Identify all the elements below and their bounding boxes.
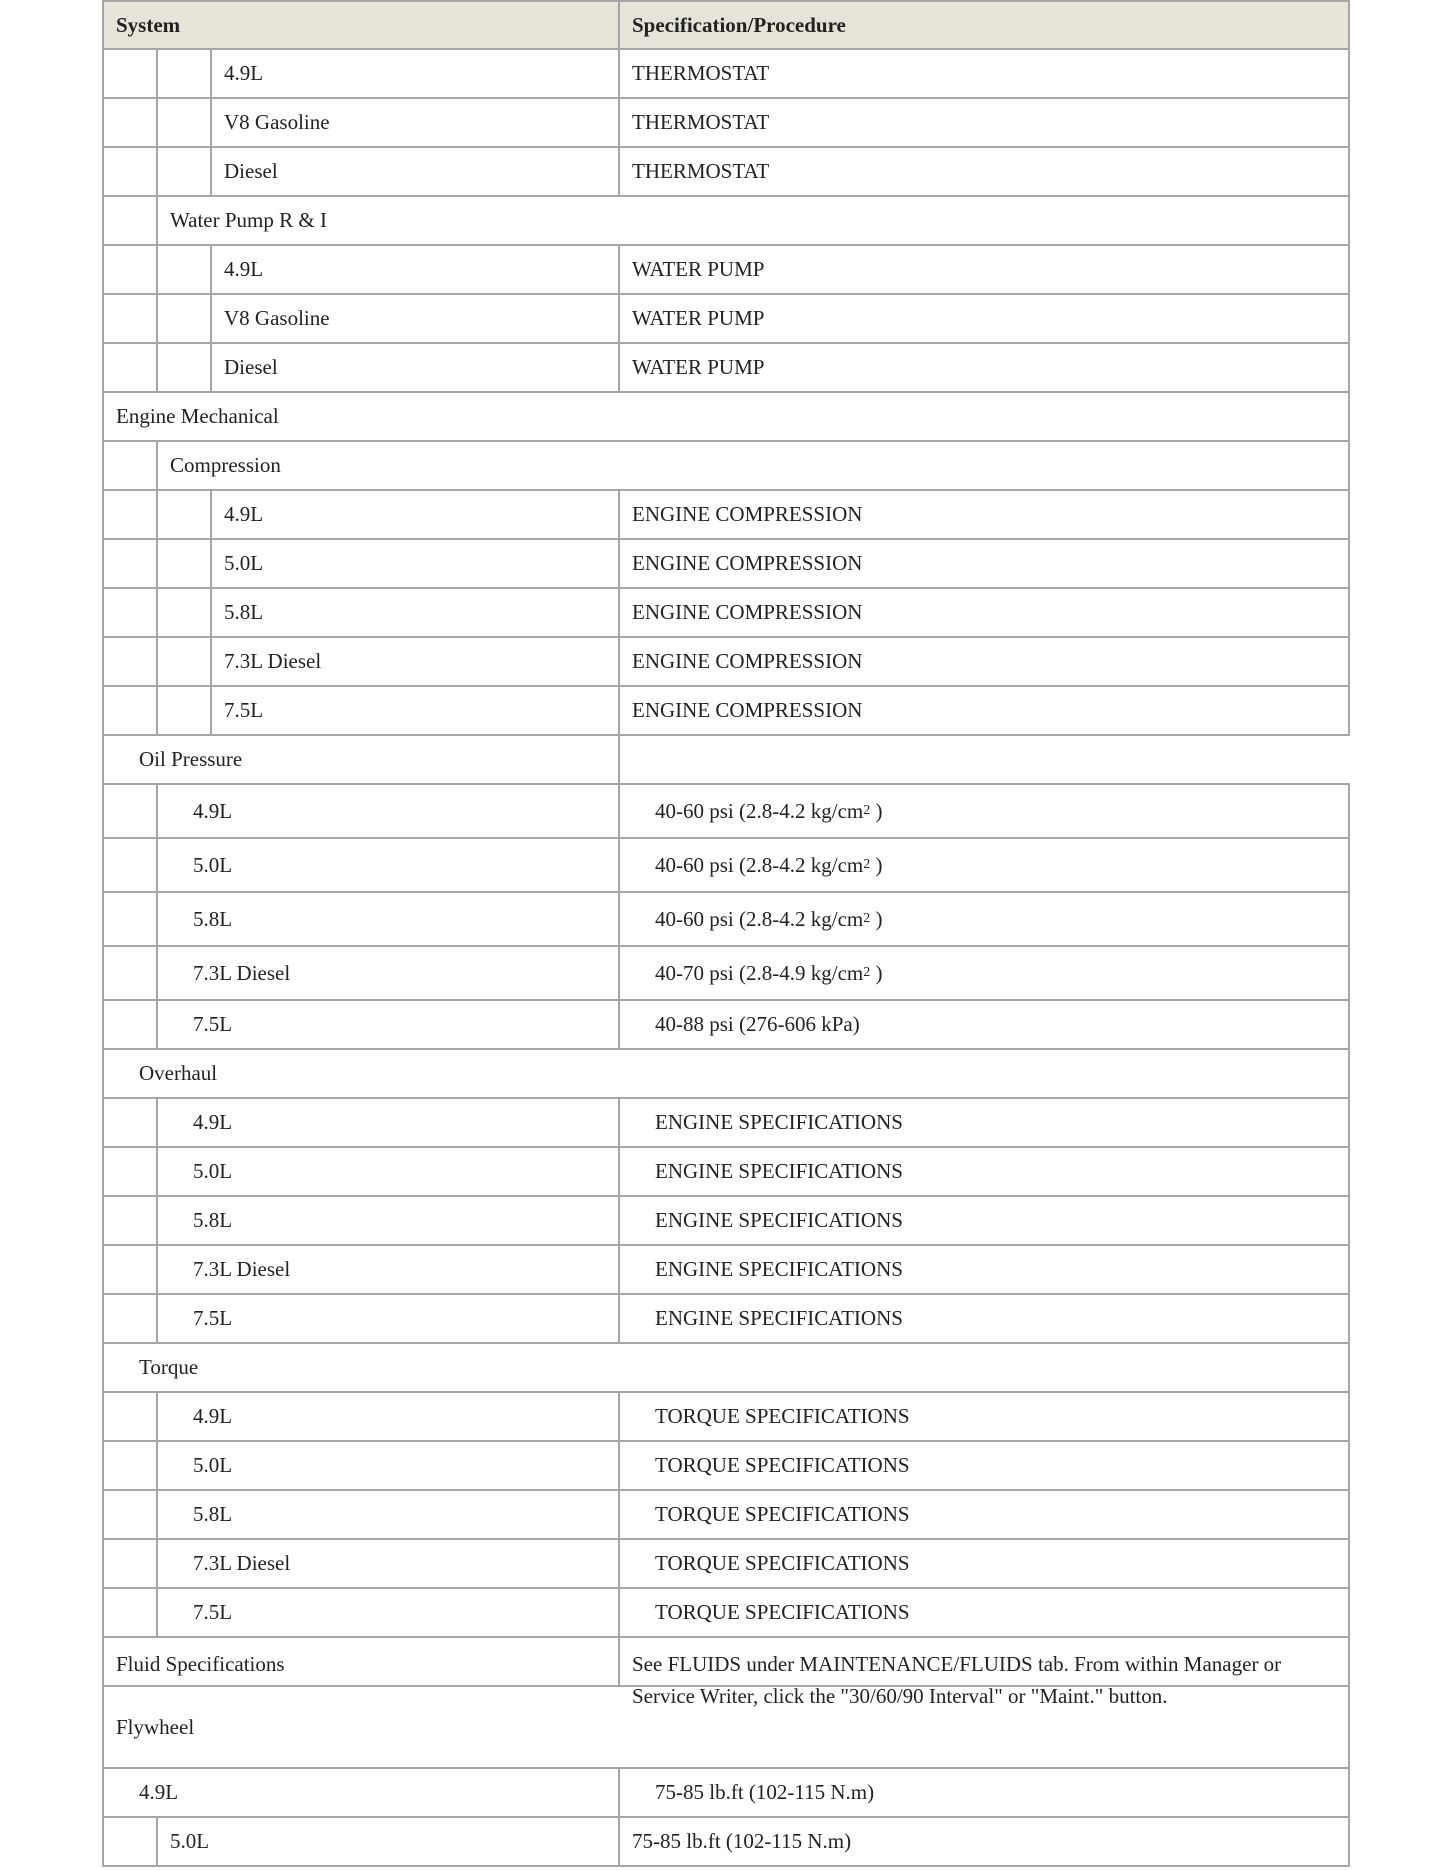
spec-cell <box>655 1393 910 1440</box>
indent-divider <box>156 1540 158 1587</box>
table-row <box>102 1393 1350 1442</box>
spec-text: 40-88 psi (276-606 kPa) <box>655 1012 860 1036</box>
table-row <box>102 736 1350 785</box>
spec-text: TORQUE SPECIFICATIONS <box>655 1404 910 1428</box>
system-cell: 7.3L Diesel <box>193 960 291 985</box>
indent-divider <box>156 197 158 244</box>
table-row <box>102 197 1350 246</box>
system-cell: 5.0L <box>193 1453 233 1477</box>
spec-cell: 40-60 psi (2.8-4.2 kg/cm 2 ) <box>655 852 883 877</box>
column-divider <box>618 2 620 48</box>
table-row <box>102 491 1350 540</box>
indent-divider <box>618 50 620 97</box>
system-cell: 4.9L <box>224 61 264 85</box>
table-row <box>102 1687 1350 1769</box>
indent-divider <box>156 589 158 636</box>
indent-divider <box>156 1818 158 1865</box>
spec-text: TORQUE SPECIFICATIONS <box>655 1502 910 1526</box>
indent-divider <box>156 1442 158 1489</box>
indent-divider <box>618 1001 620 1048</box>
indent-divider <box>618 148 620 195</box>
system-cell: 7.3L Diesel <box>193 1551 291 1575</box>
indent-divider <box>156 50 158 97</box>
indent-divider <box>210 344 212 391</box>
indent-divider <box>618 1099 620 1146</box>
indent-divider <box>618 491 620 538</box>
indent-divider <box>156 344 158 391</box>
indent-divider <box>156 246 158 293</box>
spec-text: ENGINE SPECIFICATIONS <box>655 1159 903 1183</box>
indent-divider <box>210 50 212 97</box>
spec-cell <box>655 1540 910 1587</box>
spec-cell <box>655 1001 860 1048</box>
indent-divider <box>156 1001 158 1048</box>
indent-divider <box>618 1393 620 1440</box>
system-cell: Oil Pressure <box>139 747 243 771</box>
spec-text: ENGINE SPECIFICATIONS <box>655 1257 903 1281</box>
system-cell: 4.9L <box>193 1404 233 1428</box>
indent-divider <box>618 638 620 685</box>
spec-text: 75-85 lb.ft (102-115 N.m) <box>632 1829 852 1853</box>
spec-cell: 40-60 psi (2.8-4.2 kg/cm 2 ) <box>655 906 883 931</box>
indent-divider <box>210 246 212 293</box>
spec-cell <box>632 687 862 734</box>
indent-divider <box>618 344 620 391</box>
spec-cell <box>632 540 862 587</box>
indent-divider <box>618 1148 620 1195</box>
spec-cell <box>655 1099 903 1146</box>
spec-tail: ) <box>870 906 883 931</box>
table-row <box>102 1148 1350 1197</box>
table-row <box>102 589 1350 638</box>
table-row <box>102 1769 1350 1818</box>
spec-cell: 40-70 psi (2.8-4.9 kg/cm 2 ) <box>655 960 883 985</box>
spec-text: 40-70 psi (2.8-4.9 kg/cm <box>655 960 864 985</box>
table-row <box>102 687 1350 736</box>
header-system: System <box>116 12 181 37</box>
system-cell: 4.9L <box>193 798 233 823</box>
header-spec: Specification/Procedure <box>632 12 846 37</box>
indent-divider <box>156 99 158 146</box>
table-row <box>102 1491 1350 1540</box>
spec-cell <box>632 148 769 195</box>
spec-text: WATER PUMP <box>632 306 765 330</box>
indent-divider <box>210 491 212 538</box>
spec-cell <box>655 1589 910 1636</box>
indent-divider <box>618 839 620 891</box>
system-cell: 4.9L <box>224 502 264 526</box>
indent-divider <box>618 1769 620 1816</box>
system-cell: 7.3L Diesel <box>224 649 322 673</box>
spec-text: TORQUE SPECIFICATIONS <box>655 1551 910 1575</box>
indent-divider <box>156 839 158 891</box>
spec-cell: 40-60 psi (2.8-4.2 kg/cm 2 ) <box>655 798 883 823</box>
spec-cell <box>655 1246 903 1293</box>
spec-text: See FLUIDS under MAINTENANCE/FLUIDS tab. From within Manager or Service Writer, click the "30/60/90 Interval" or "Maint." button. <box>632 1652 1282 1708</box>
indent-divider <box>618 785 620 837</box>
table-row <box>102 1589 1350 1638</box>
table-header-row <box>102 0 1350 50</box>
spec-cell <box>632 491 862 538</box>
indent-divider <box>618 1442 620 1489</box>
spec-text: TORQUE SPECIFICATIONS <box>655 1600 910 1624</box>
indent-divider <box>618 1540 620 1587</box>
indent-divider <box>156 947 158 999</box>
table-row <box>102 1442 1350 1491</box>
table-row <box>102 246 1350 295</box>
indent-divider <box>156 687 158 734</box>
spec-cell <box>632 1638 1322 1708</box>
indent-divider <box>156 1491 158 1538</box>
spec-cell <box>632 99 769 146</box>
system-cell: 4.9L <box>193 1110 233 1134</box>
spec-text: 40-60 psi (2.8-4.2 kg/cm <box>655 798 864 823</box>
indent-divider <box>156 893 158 945</box>
spec-cell <box>632 344 764 391</box>
table-row <box>102 839 1350 893</box>
indent-divider <box>618 947 620 999</box>
table-row <box>102 1001 1350 1050</box>
table-row <box>102 442 1350 491</box>
indent-divider <box>618 1491 620 1538</box>
spec-text: 40-60 psi (2.8-4.2 kg/cm <box>655 852 864 877</box>
spec-text: THERMOSTAT <box>632 110 770 134</box>
system-cell: 5.8L <box>193 1502 233 1526</box>
indent-divider <box>156 491 158 538</box>
spec-text: 75-85 lb.ft (102-115 N.m) <box>655 1780 875 1804</box>
table-row <box>102 1050 1350 1099</box>
table-row <box>102 1818 1350 1867</box>
table-row <box>102 540 1350 589</box>
spec-text: WATER PUMP <box>632 355 765 379</box>
table-row <box>102 638 1350 687</box>
spec-text: ENGINE SPECIFICATIONS <box>655 1306 903 1330</box>
system-cell: V8 Gasoline <box>224 110 330 134</box>
system-cell: 5.0L <box>193 852 233 877</box>
indent-divider <box>156 540 158 587</box>
table-row <box>102 785 1350 839</box>
table-row <box>102 1638 1350 1708</box>
system-cell: Water Pump R & I <box>170 208 327 232</box>
spec-text: THERMOSTAT <box>632 61 770 85</box>
table-row <box>102 295 1350 344</box>
system-cell: 5.8L <box>193 906 233 931</box>
spec-text: TORQUE SPECIFICATIONS <box>655 1453 910 1477</box>
table-row <box>102 1540 1350 1589</box>
system-cell: 5.8L <box>193 1208 233 1232</box>
indent-divider <box>210 589 212 636</box>
indent-divider <box>210 638 212 685</box>
spec-text: ENGINE COMPRESSION <box>632 649 863 673</box>
indent-divider <box>156 1099 158 1146</box>
system-cell: 5.0L <box>224 551 264 575</box>
system-cell: 4.9L <box>224 257 264 281</box>
system-cell: 5.0L <box>170 1829 210 1853</box>
system-cell: Fluid Specifications <box>116 1652 285 1676</box>
indent-divider <box>156 1295 158 1342</box>
spec-cell <box>655 1442 910 1489</box>
table-row <box>102 1099 1350 1148</box>
spec-cell <box>632 50 769 97</box>
indent-divider <box>618 1295 620 1342</box>
spec-text: 40-60 psi (2.8-4.2 kg/cm <box>655 906 864 931</box>
indent-divider <box>156 442 158 489</box>
indent-divider <box>156 148 158 195</box>
spec-cell <box>655 1148 903 1195</box>
indent-divider <box>156 1197 158 1244</box>
system-cell: 7.5L <box>224 698 264 722</box>
system-cell: 7.3L Diesel <box>193 1257 291 1281</box>
system-cell: 7.5L <box>193 1600 233 1624</box>
spec-cell <box>655 1295 903 1342</box>
spec-cell <box>655 1491 910 1538</box>
indent-divider <box>210 148 212 195</box>
system-cell: 7.5L <box>193 1012 233 1036</box>
table-row <box>102 1344 1350 1393</box>
system-cell: Engine Mechanical <box>116 404 279 428</box>
spec-text: WATER PUMP <box>632 257 765 281</box>
indent-divider <box>210 99 212 146</box>
spec-text: ENGINE COMPRESSION <box>632 502 863 526</box>
indent-divider <box>618 540 620 587</box>
indent-divider <box>156 638 158 685</box>
table-row <box>102 947 1350 1001</box>
system-cell: Torque <box>139 1355 199 1379</box>
system-cell: Diesel <box>224 355 278 379</box>
indent-divider <box>618 1246 620 1293</box>
system-cell: Flywheel <box>116 1714 195 1739</box>
table-row <box>102 148 1350 197</box>
table-row <box>102 344 1350 393</box>
indent-divider <box>618 687 620 734</box>
spec-text: ENGINE COMPRESSION <box>632 551 863 575</box>
indent-divider <box>156 1393 158 1440</box>
spec-table <box>102 0 1350 1867</box>
indent-divider <box>618 1197 620 1244</box>
system-cell: 7.5L <box>193 1306 233 1330</box>
spec-text: ENGINE SPECIFICATIONS <box>655 1208 903 1232</box>
indent-divider <box>156 785 158 837</box>
spec-cell <box>632 1818 851 1865</box>
indent-divider <box>618 736 620 783</box>
indent-divider <box>156 1246 158 1293</box>
system-cell: Overhaul <box>139 1061 218 1085</box>
indent-divider <box>210 687 212 734</box>
system-cell: 5.8L <box>224 600 264 624</box>
indent-divider <box>618 1818 620 1865</box>
indent-divider <box>618 589 620 636</box>
table-row <box>102 1246 1350 1295</box>
indent-divider <box>618 246 620 293</box>
indent-divider <box>618 1589 620 1636</box>
indent-divider <box>156 1589 158 1636</box>
spec-cell <box>632 589 862 636</box>
spec-text: ENGINE COMPRESSION <box>632 600 863 624</box>
system-cell: 4.9L <box>139 1780 179 1804</box>
spec-tail: ) <box>870 960 883 985</box>
indent-divider <box>618 295 620 342</box>
system-cell: 5.0L <box>193 1159 233 1183</box>
spec-cell <box>632 295 764 342</box>
spec-text: ENGINE COMPRESSION <box>632 698 863 722</box>
spec-cell <box>632 638 862 685</box>
table-row <box>102 1197 1350 1246</box>
table-row <box>102 393 1350 442</box>
indent-divider <box>618 893 620 945</box>
indent-divider <box>156 1148 158 1195</box>
table-row <box>102 99 1350 148</box>
indent-divider <box>618 99 620 146</box>
system-cell: Compression <box>170 453 281 477</box>
spec-text: THERMOSTAT <box>632 159 770 183</box>
indent-divider <box>210 295 212 342</box>
table-row <box>102 893 1350 947</box>
indent-divider <box>618 1638 620 1685</box>
spec-cell <box>632 246 764 293</box>
system-cell: V8 Gasoline <box>224 306 330 330</box>
table-row <box>102 1295 1350 1344</box>
table-row <box>102 50 1350 99</box>
spec-cell <box>655 1769 874 1816</box>
spec-tail: ) <box>870 852 883 877</box>
spec-text: ENGINE SPECIFICATIONS <box>655 1110 903 1134</box>
system-cell: Diesel <box>224 159 278 183</box>
spec-tail: ) <box>870 798 883 823</box>
spec-cell <box>655 1197 903 1244</box>
indent-divider <box>156 295 158 342</box>
indent-divider <box>210 540 212 587</box>
